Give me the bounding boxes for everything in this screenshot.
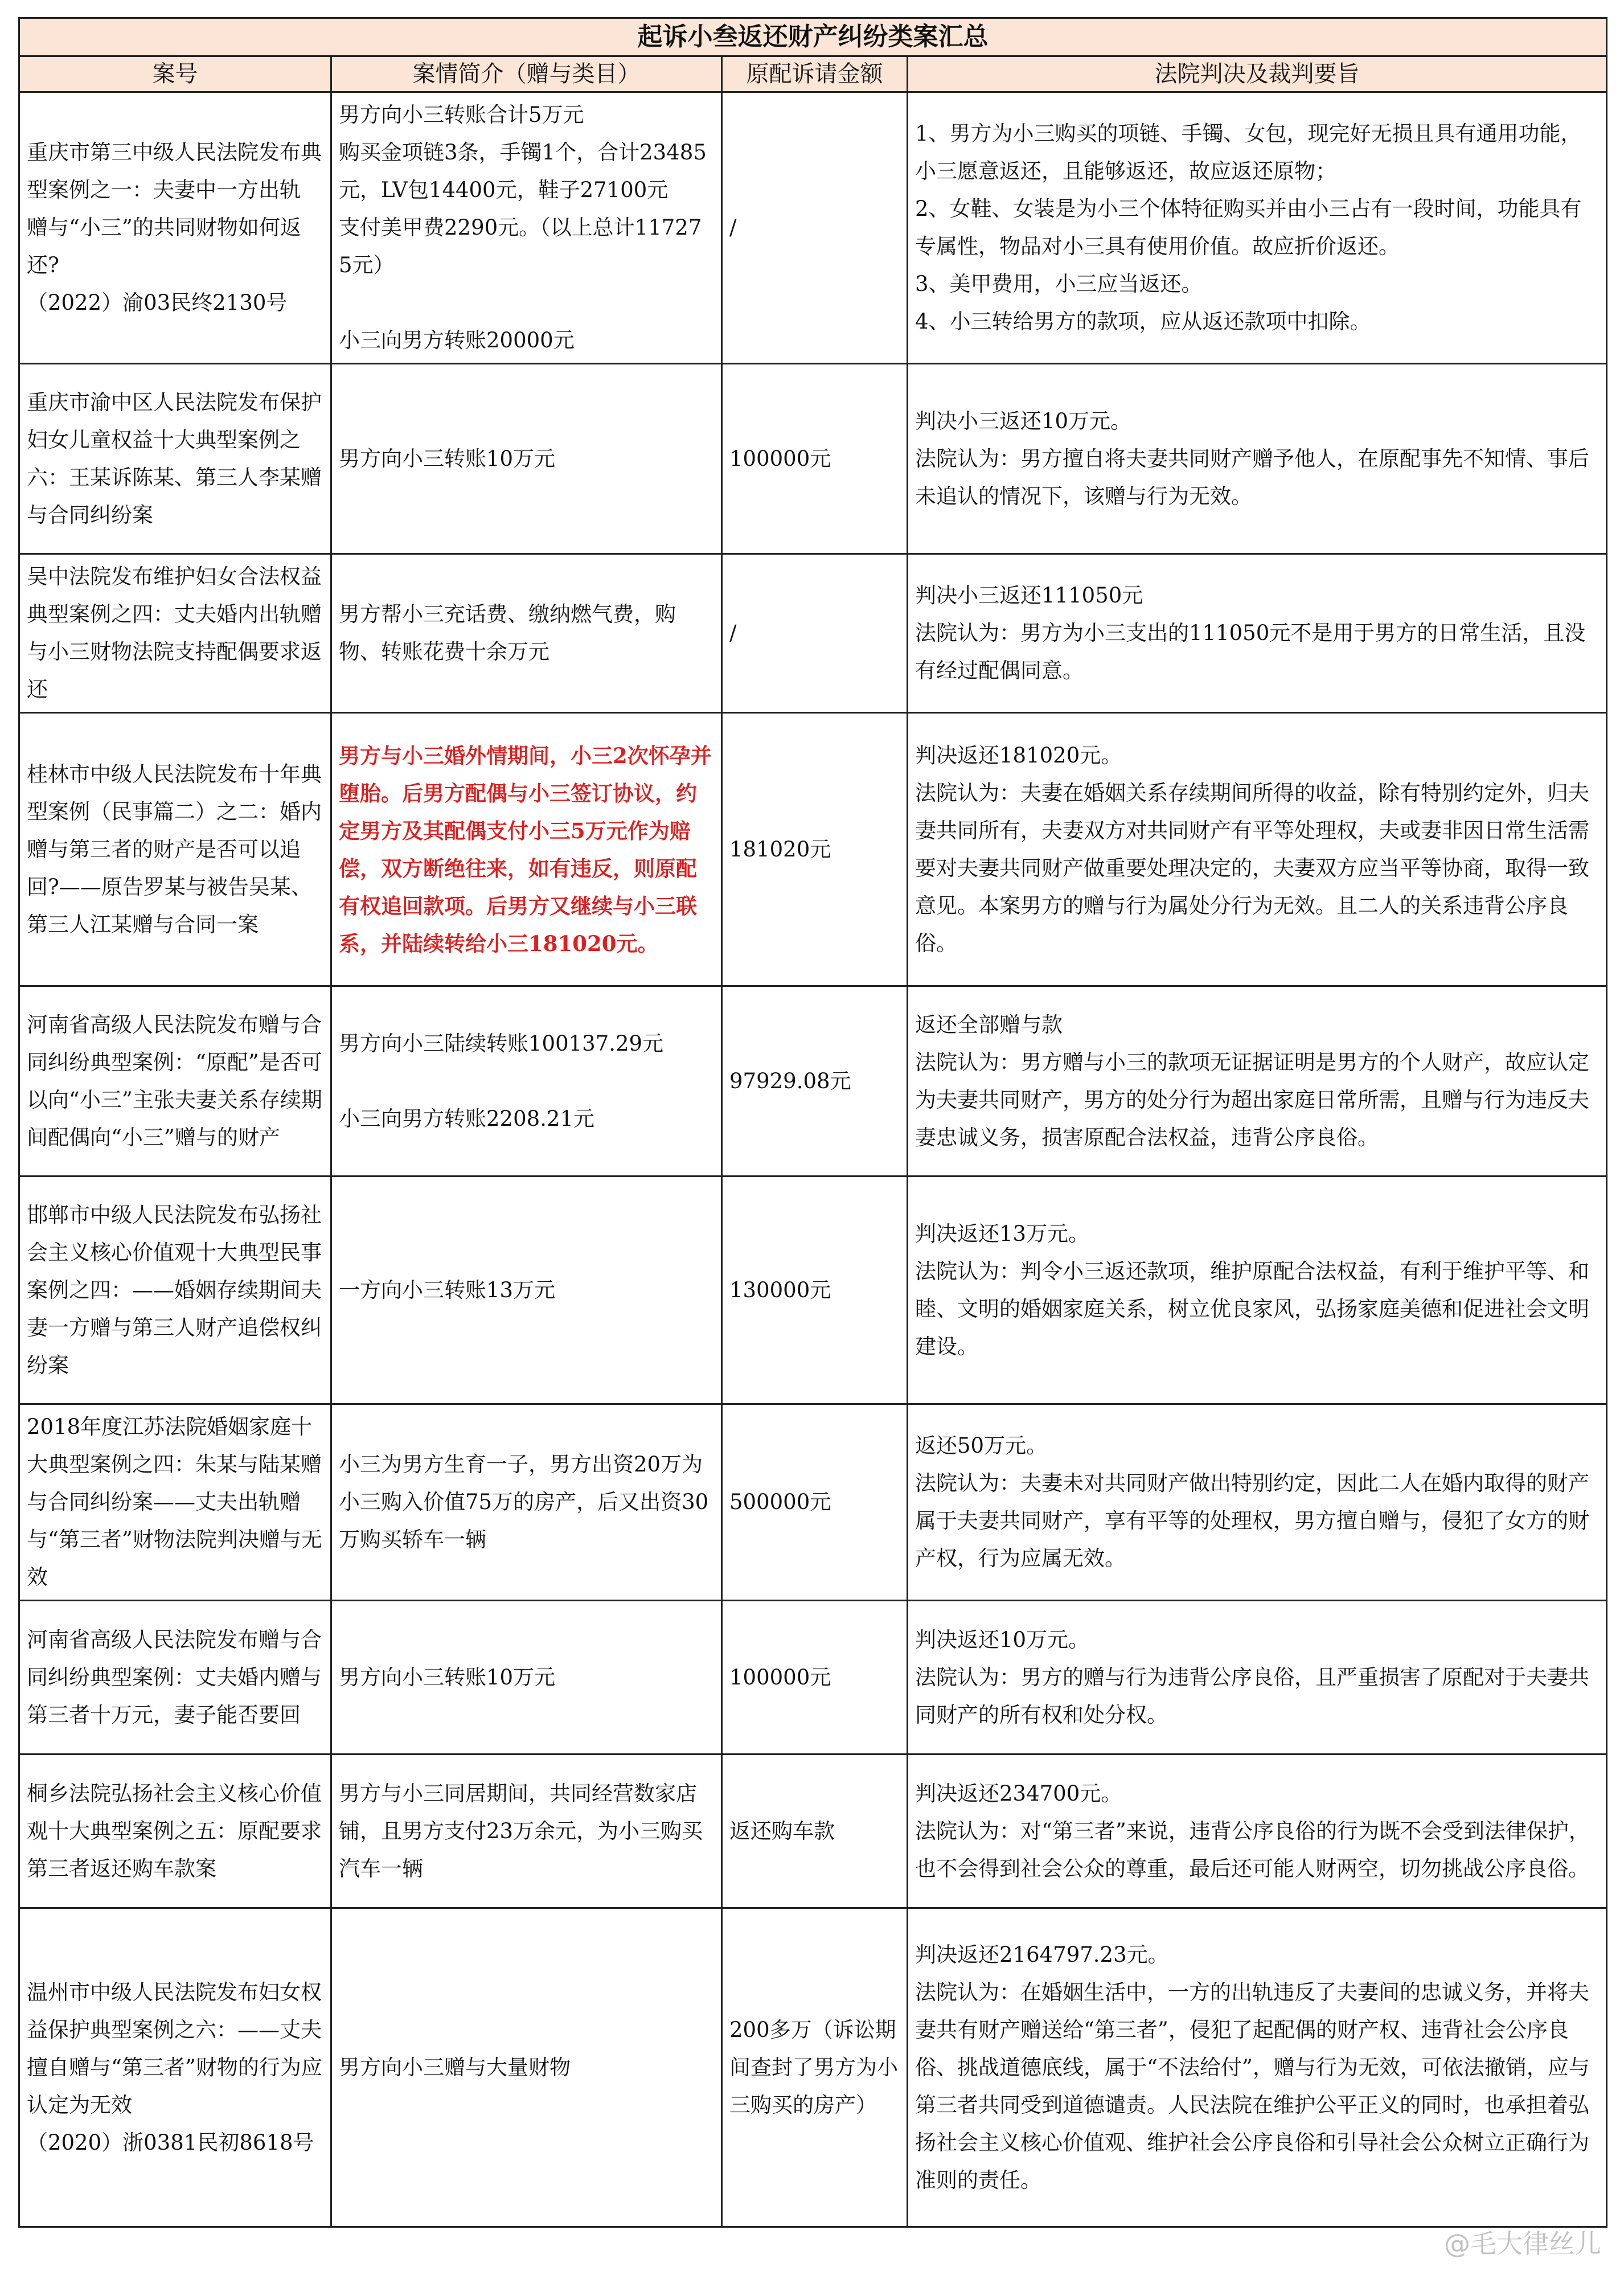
court-ruling: 判决返还13万元。 法院认为：判令小三返还款项，维护原配合法权益，有利于维护平等、和睦、文明的婚姻家庭关系，树立优良家风，弘扬家庭美德和促进社会文明建设。	[908, 1177, 1607, 1404]
case-name: 桐乡法院弘扬社会主义核心价值观十大典型案例之五：原配要求第三者返还购车款案	[19, 1755, 331, 1908]
court-ruling: 判决小三返还10万元。 法院认为：男方擅自将夫妻共同财产赠予他人，在原配事先不知情、事后未追认的情况下，该赠与行为无效。	[908, 364, 1607, 554]
court-ruling: 返还全部赠与款 法院认为：男方赠与小三的款项无证据证明是男方的个人财产，故应认定为夫妻共同财产，男方的处分行为超出家庭日常所需，且赠与行为违反夫妻忠诚义务，损害原配合法权益，违背公序良俗。	[908, 986, 1607, 1177]
claim-amount: 130000元	[722, 1177, 908, 1404]
case-name: 重庆市第三中级人民法院发布典型案例之一：夫妻中一方出轨 赠与“小三”的共同财物如何返还? （2022）渝03民终2130号	[19, 92, 331, 364]
court-ruling: 判决返还2164797.23元。 法院认为：在婚姻生活中，一方的出轨违反了夫妻间的忠诚义务，并将夫妻共有财产赠送给“第三者”，侵犯了起配偶的财产权、违背社会公序良俗、挑战道德底线，属于“不法给付”，赠与行为无效，可依法撤销，应与第三者共同受到道德谴责。人民法院在维护公平正义的同时，也承担着弘扬社会主义核心价值观、维护社会公序良俗和引导社会公众树立正确行为准则的责任。	[908, 1908, 1607, 2227]
table-row	[19, 364, 1607, 554]
claim-amount: 100000元	[722, 1601, 908, 1755]
court-ruling: 判决小三返还111050元 法院认为：男方为小三支出的111050元不是用于男方的日常生活，且没有经过配偶同意。	[908, 554, 1607, 713]
case-name: 邯郸市中级人民法院发布弘扬社会主义核心价值观十大典型民事案例之四：——婚姻存续期间夫妻一方赠与第三人财产追偿权纠纷案	[19, 1177, 331, 1404]
claim-amount: 500000元	[722, 1404, 908, 1601]
claim-amount: /	[722, 92, 908, 364]
case-facts: 小三为男方生育一子，男方出资20万为小三购入价值75万的房产，后又出资30万购买轿车一辆	[331, 1404, 722, 1601]
table-row	[19, 986, 1607, 1177]
case-facts: 男方向小三转账10万元	[331, 1601, 722, 1755]
case-name: 吴中法院发布维护妇女合法权益典型案例之四：丈夫婚内出轨赠与小三财物法院支持配偶要求返还	[19, 554, 331, 713]
case-name: 重庆市渝中区人民法院发布保护妇女儿童权益十大典型案例之六：王某诉陈某、第三人李某赠与合同纠纷案	[19, 364, 331, 554]
claim-amount: 181020元	[722, 713, 908, 986]
case-facts: 男方帮小三充话费、缴纳燃气费，购物、转账花费十余万元	[331, 554, 722, 713]
case-name: 温州市中级人民法院发布妇女权益保护典型案例之六：——丈夫擅自赠与“第三者”财物的行为应认定为无效 （2020）浙0381民初8618号	[19, 1908, 331, 2227]
case-facts: 男方向小三陆续转账100137.29元 小三向男方转账2208.21元	[331, 986, 722, 1177]
case-name: 2018年度江苏法院婚姻家庭十大典型案例之四：朱某与陆某赠与合同纠纷案——丈夫出轨赠与“第三者”财物法院判决赠与无效	[19, 1404, 331, 1601]
case-name: 河南省高级人民法院发布赠与合同纠纷典型案例：丈夫婚内赠与第三者十万元，妻子能否要回	[19, 1601, 331, 1755]
header-ruling: 法院判决及裁判要旨	[908, 56, 1607, 92]
claim-amount: 200多万（诉讼期间查封了男方为小三购买的房产）	[722, 1908, 908, 2227]
case-facts: 男方向小三转账10万元	[331, 364, 722, 554]
case-summary-sheet	[18, 17, 1606, 2228]
header-amount: 原配诉请金额	[722, 56, 908, 92]
weibo-watermark: @毛大律丝儿	[1444, 2228, 1601, 2259]
case-facts: 一方向小三转账13万元	[331, 1177, 722, 1404]
case-facts: 男方与小三婚外情期间，小三2次怀孕并堕胎。后男方配偶与小三签订协议，约定男方及其配偶支付小三5万元作为赔偿，双方断绝往来，如有违反，则原配有权追回款项。后男方又继续与小三联系，并陆续转给小三181020元。	[331, 713, 722, 986]
table-row	[19, 92, 1607, 364]
table-title: 起诉小叁返还财产纠纷类案汇总	[19, 18, 1607, 56]
claim-amount: 返还购车款	[722, 1755, 908, 1908]
title-row	[19, 18, 1607, 56]
table-row	[19, 1404, 1607, 1601]
case-facts: 男方向小三赠与大量财物	[331, 1908, 722, 2227]
table-row	[19, 1601, 1607, 1755]
court-ruling: 1、男方为小三购买的项链、手镯、女包，现完好无损且具有通用功能，小三愿意返还，且能够返还，故应返还原物； 2、女鞋、女装是为小三个体特征购买并由小三占有一段时间，功能具有专属性，物品对小三具有使用价值。故应折价返还。 3、美甲费用，小三应当返还。 4、小三转给男方的款项，应从返还款项中扣除。	[908, 92, 1607, 364]
table-row	[19, 713, 1607, 986]
court-ruling: 判决返还181020元。 法院认为：夫妻在婚姻关系存续期间所得的收益，除有特别约定外，归夫妻共同所有，夫妻双方对共同财产有平等处理权，夫或妻非因日常生活需要对夫妻共同财产做重要处理决定的，夫妻双方应当平等协商，取得一致意见。本案男方的赠与行为属处分行为无效。且二人的关系违背公序良俗。	[908, 713, 1607, 986]
case-facts: 男方与小三同居期间，共同经营数家店铺，且男方支付23万余元，为小三购买汽车一辆	[331, 1755, 722, 1908]
claim-amount: /	[722, 554, 908, 713]
table-row	[19, 1755, 1607, 1908]
case-facts: 男方向小三转账合计5万元 购买金项链3条，手镯1个，合计23485元，LV包14400元，鞋子27100元 支付美甲费2290元。（以上总计117275元） 小三向男方转账20000元	[331, 92, 722, 364]
claim-amount: 100000元	[722, 364, 908, 554]
case-name: 桂林市中级人民法院发布十年典型案例（民事篇二）之二：婚内赠与第三者的财产是否可以追回?——原告罗某与被告吴某、第三人江某赠与合同一案	[19, 713, 331, 986]
table-row	[19, 554, 1607, 713]
case-name: 河南省高级人民法院发布赠与合同纠纷典型案例：“原配”是否可以向“小三”主张夫妻关系存续期间配偶向“小三”赠与的财产	[19, 986, 331, 1177]
table-row	[19, 1177, 1607, 1404]
court-ruling: 返还50万元。 法院认为：夫妻未对共同财产做出特别约定，因此二人在婚内取得的财产属于夫妻共同财产，享有平等的处理权，男方擅自赠与，侵犯了女方的财产权，行为应属无效。	[908, 1404, 1607, 1601]
court-ruling: 判决返还234700元。 法院认为：对“第三者”来说，违背公序良俗的行为既不会受到法律保护，也不会得到社会公众的尊重，最后还可能人财两空，切勿挑战公序良俗。	[908, 1755, 1607, 1908]
header-row	[19, 56, 1607, 92]
header-case: 案号	[19, 56, 331, 92]
court-ruling: 判决返还10万元。 法院认为：男方的赠与行为违背公序良俗，且严重损害了原配对于夫妻共同财产的所有权和处分权。	[908, 1601, 1607, 1755]
claim-amount: 97929.08元	[722, 986, 908, 1177]
case-summary-table	[18, 17, 1607, 2228]
table-row	[19, 1908, 1607, 2227]
header-facts: 案情简介（赠与类目）	[331, 56, 722, 92]
